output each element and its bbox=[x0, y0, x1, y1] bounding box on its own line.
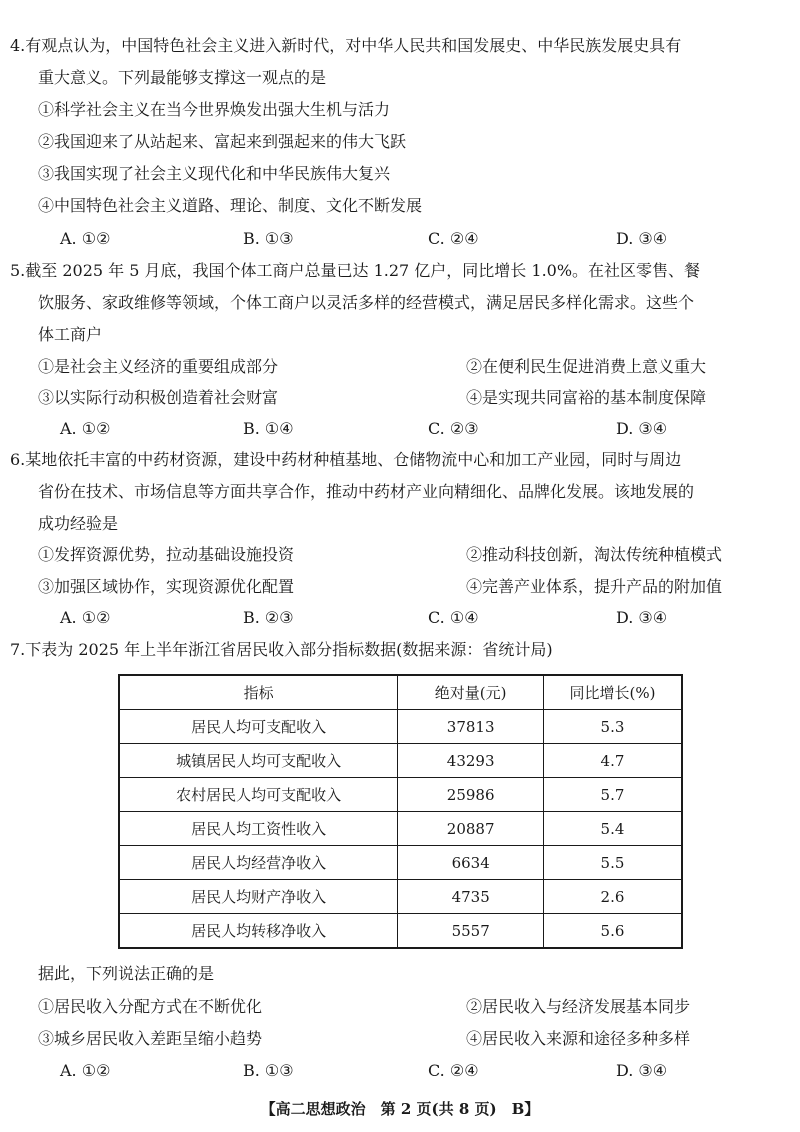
q7-choice-c[interactable]: C. ②④ bbox=[428, 1061, 479, 1080]
q7-option-2: ②居民收入与经济发展基本同步 bbox=[466, 997, 691, 1016]
table-cell-growth: 5.3 bbox=[543, 710, 682, 744]
table-cell-absolute: 25986 bbox=[398, 778, 544, 812]
q6-stem-line-2: 省份在技术、市场信息等方面共享合作，推动中药材产业向精细化、品牌化发展。该地发展的 bbox=[38, 482, 695, 501]
table-cell-indicator: 城镇居民人均可支配收入 bbox=[119, 744, 398, 778]
q5-options-row-1 bbox=[38, 355, 800, 379]
q4-choice-a[interactable]: A. ①② bbox=[60, 229, 111, 248]
q6-choice-a[interactable]: A. ①② bbox=[60, 608, 111, 627]
q4-option-2: ②我国迎来了从站起来、富起来到强起来的伟大飞跃 bbox=[38, 132, 407, 151]
table-cell-absolute: 6634 bbox=[398, 846, 544, 880]
q7-option-3: ③城乡居民收入差距呈缩小趋势 bbox=[38, 1029, 263, 1048]
q4-option-3: ③我国实现了社会主义现代化和中华民族伟大复兴 bbox=[38, 164, 391, 183]
income-table bbox=[118, 674, 683, 949]
q4-option-1: ①科学社会主义在当今世界焕发出强大生机与活力 bbox=[38, 100, 391, 119]
table-row bbox=[119, 710, 682, 744]
q7-options-row-1 bbox=[38, 995, 800, 1019]
q5-option-3: ③以实际行动积极创造着社会财富 bbox=[38, 388, 279, 407]
q7-choice-a[interactable]: A. ①② bbox=[60, 1061, 111, 1080]
table-row bbox=[119, 744, 682, 778]
q6-options-row-2 bbox=[38, 575, 800, 599]
q5-choice-b[interactable]: B. ①④ bbox=[243, 419, 294, 438]
table-cell-absolute: 5557 bbox=[398, 914, 544, 949]
q7-options-row-2 bbox=[38, 1027, 800, 1051]
q4-stem-line-1: 4.有观点认为，中国特色社会主义进入新时代，对中华人民共和国发展史、中华民族发展史具有 bbox=[10, 36, 682, 55]
q6-stem-line-3: 成功经验是 bbox=[38, 514, 119, 533]
q5-stem-line-1: 5.截至 2025 年 5 月底，我国个体工商户总量已达 1.27 亿户，同比增长 1.0%。在社区零售、餐 bbox=[10, 261, 701, 280]
table-header-row bbox=[119, 675, 682, 710]
q6-option-3: ③加强区域协作，实现资源优化配置 bbox=[38, 577, 295, 596]
table-cell-indicator: 居民人均转移净收入 bbox=[119, 914, 398, 949]
table-cell-growth: 2.6 bbox=[543, 880, 682, 914]
table-cell-indicator: 农村居民人均可支配收入 bbox=[119, 778, 398, 812]
q6-option-1: ①发挥资源优势，拉动基础设施投资 bbox=[38, 545, 295, 564]
q5-options-row-2 bbox=[38, 386, 800, 410]
table-cell-growth: 5.6 bbox=[543, 914, 682, 949]
table-cell-indicator: 居民人均经营净收入 bbox=[119, 846, 398, 880]
q7-choice-b[interactable]: B. ①③ bbox=[243, 1061, 294, 1080]
table-row bbox=[119, 880, 682, 914]
table-row bbox=[119, 778, 682, 812]
q6-choice-d[interactable]: D. ③④ bbox=[616, 608, 668, 627]
table-cell-indicator: 居民人均可支配收入 bbox=[119, 710, 398, 744]
table-cell-absolute: 4735 bbox=[398, 880, 544, 914]
table-cell-growth: 5.7 bbox=[543, 778, 682, 812]
table-header-indicator: 指标 bbox=[119, 675, 398, 710]
q5-stem-line-3: 体工商户 bbox=[38, 325, 103, 344]
q4-stem-line-2: 重大意义。下列最能够支撑这一观点的是 bbox=[38, 68, 327, 87]
q5-choice-a[interactable]: A. ①② bbox=[60, 419, 111, 438]
q7-followup: 据此，下列说法正确的是 bbox=[38, 964, 215, 983]
table-cell-absolute: 43293 bbox=[398, 744, 544, 778]
table-header-absolute: 绝对量(元) bbox=[398, 675, 544, 710]
q4-choice-c[interactable]: C. ②④ bbox=[428, 229, 479, 248]
q5-option-2: ②在便利民生促进消费上意义重大 bbox=[466, 357, 707, 376]
page-footer: 【高二思想政治 第 2 页(共 8 页) B】 bbox=[260, 1100, 540, 1118]
table-cell-indicator: 居民人均财产净收入 bbox=[119, 880, 398, 914]
q7-option-1: ①居民收入分配方式在不断优化 bbox=[38, 997, 263, 1016]
q4-choice-b[interactable]: B. ①③ bbox=[243, 229, 294, 248]
q4-choice-d[interactable]: D. ③④ bbox=[616, 229, 668, 248]
table-header-growth: 同比增长(%) bbox=[543, 675, 682, 710]
q7-choice-d[interactable]: D. ③④ bbox=[616, 1061, 668, 1080]
table-row bbox=[119, 914, 682, 949]
q6-option-4: ④完善产业体系，提升产品的附加值 bbox=[466, 577, 723, 596]
q7-stem-line-1: 7.下表为 2025 年上半年浙江省居民收入部分指标数据(数据来源：省统计局) bbox=[10, 640, 553, 659]
q7-option-4: ④居民收入来源和途径多种多样 bbox=[466, 1029, 691, 1048]
q6-option-2: ②推动科技创新，淘汰传统种植模式 bbox=[466, 545, 723, 564]
table-cell-growth: 4.7 bbox=[543, 744, 682, 778]
q5-choice-d[interactable]: D. ③④ bbox=[616, 419, 668, 438]
table-cell-absolute: 20887 bbox=[398, 812, 544, 846]
q6-choice-c[interactable]: C. ①④ bbox=[428, 608, 479, 627]
q6-options-row-1 bbox=[38, 543, 800, 567]
table-row bbox=[119, 846, 682, 880]
table-cell-growth: 5.4 bbox=[543, 812, 682, 846]
q6-stem-line-1: 6.某地依托丰富的中药材资源，建设中药材种植基地、仓储物流中心和加工产业园，同时与周边 bbox=[10, 450, 682, 469]
q5-option-4: ④是实现共同富裕的基本制度保障 bbox=[466, 388, 707, 407]
table-cell-growth: 5.5 bbox=[543, 846, 682, 880]
q6-choice-b[interactable]: B. ②③ bbox=[243, 608, 294, 627]
q5-stem-line-2: 饮服务、家政维修等领域，个体工商户以灵活多样的经营模式，满足居民多样化需求。这些个 bbox=[38, 293, 695, 312]
q5-choice-c[interactable]: C. ②③ bbox=[428, 419, 479, 438]
table-cell-absolute: 37813 bbox=[398, 710, 544, 744]
table-cell-indicator: 居民人均工资性收入 bbox=[119, 812, 398, 846]
table-row bbox=[119, 812, 682, 846]
q5-option-1: ①是社会主义经济的重要组成部分 bbox=[38, 357, 279, 376]
q4-option-4: ④中国特色社会主义道路、理论、制度、文化不断发展 bbox=[38, 196, 423, 215]
